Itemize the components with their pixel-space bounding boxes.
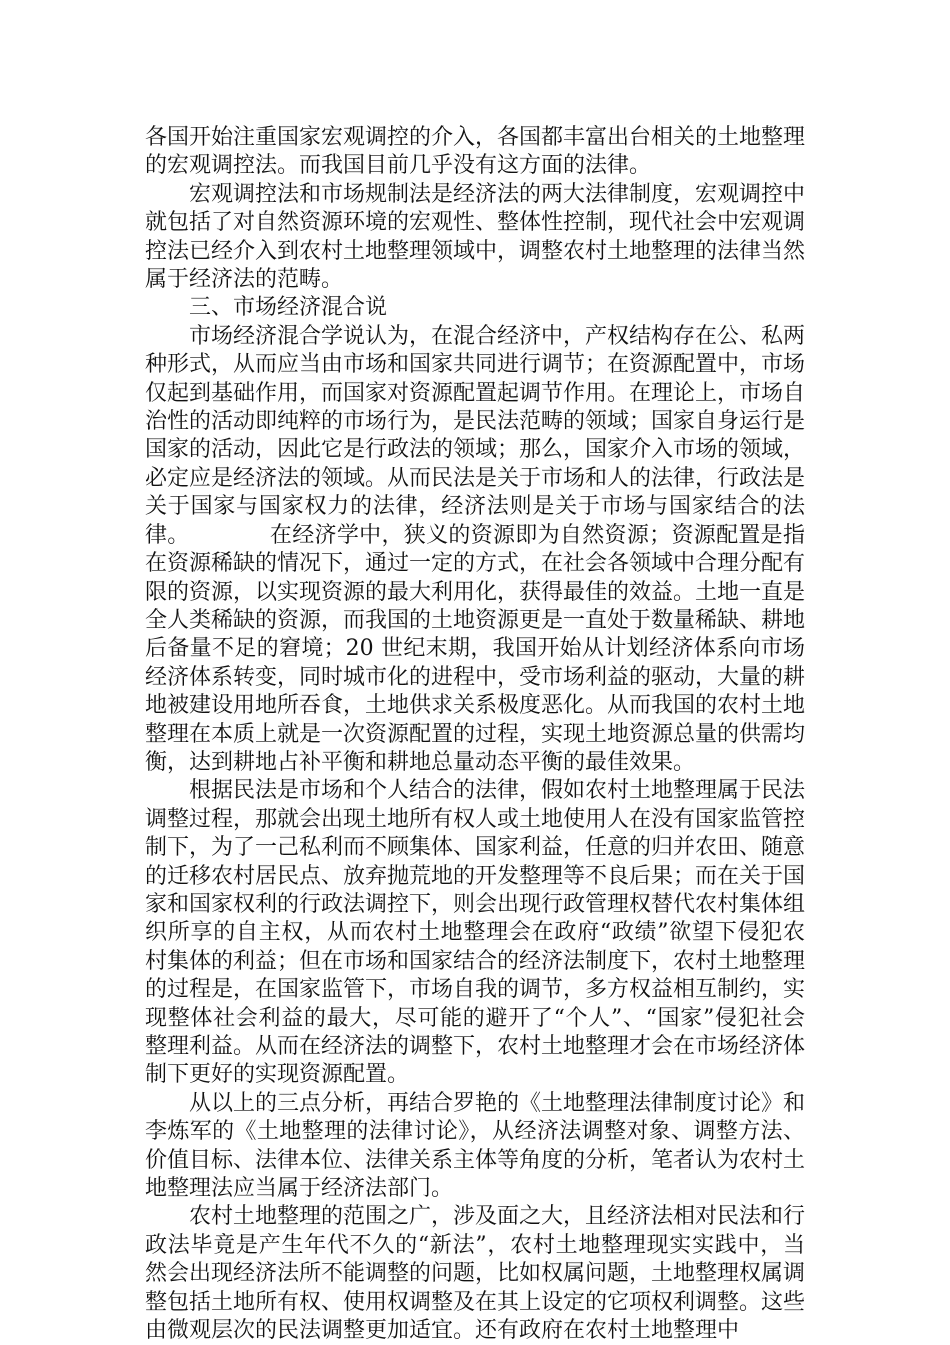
paragraph-conclusion: 从以上的三点分析，再结合罗艳的《土地整理法律制度讨论》和李炼军的《土地整理的法律讨论》，从经济法调整对象、调整方法、价值目标、法律本位、法律关系主体等角度的分析，笔者认为农村土地整理法应当属于经济法部门。 [145, 1090, 806, 1202]
paragraph-continuation: 各国开始注重国家宏观调控的介入，各国都丰富出台相关的土地整理的宏观调控法。而我国目前几乎没有这方面的法律。 [145, 125, 806, 179]
paragraph-text-part-b: 在经济学中，狭义的资源即为自然资源；资源配置是指在资源稀缺的情况下，通过一定的方式，在社会各领域中合理分配有限的资源，以实现资源的最大利用化，获得最佳的效益。土地一直是全人类稀缺的资源，而我国的土地资源更是一直处于数量稀缺、耕地后备量不足的窘境；20 世纪末期，我国开始从计划经济体系向市场经济体系转变，同时城市化的进程中，受市场利益的驱动，大量的耕地被建设用地所吞食，土地供求关系极度恶化。从而我国的农村土地整理在本质上就是一次资源配置的过程，实现土地资源总量的供需均衡，达到耕地占补平衡和耕地总量动态平衡的最佳效果。 [145, 522, 806, 775]
paragraph-text-part-a: 市场经济混合学说认为，在混合经济中，产权结构存在公、私两种形式，从而应当由市场和国家共同进行调节；在资源配置中，市场仅起到基础作用，而国家对资源配置起调节作用。在理论上，市场自治性的活动即纯粹的市场行为，是民法范畴的领域；国家自身运行是国家的活动，因此它是行政法的领域；那么，国家介入市场的领域，必定应是经济法的领域。从而民法是关于市场和人的法律，行政法是关于国家与国家权力的法律，经济法则是关于市场与国家结合的法律。 [145, 323, 806, 548]
paragraph-market-mixed-theory [145, 323, 805, 778]
paragraph-scope: 农村土地整理的范围之广，涉及面之大，且经济法相对民法和行政法毕竟是产生年代不久的“新法”，农村土地整理现实实践中，当然会出现经济法所不能调整的问题，比如权属问题，土地整理权属调整包括土地所有权、使用权调整及在其上设定的它项权利调整。这些由微观层次的民法调整更加适宜。还有政府在农村土地整理中 [145, 1204, 806, 1344]
section-heading: 三、市场经济混合说 [189, 295, 388, 321]
paragraph-macro-control: 宏观调控法和市场规制法是经济法的两大法律制度，宏观调控中就包括了对自然资源环境的宏观性、整体性控制，现代社会中宏观调控法已经介入到农村土地整理领域中，调整农村土地整理的法律当然属于经济法的范畴。 [145, 181, 806, 293]
paragraph-civil-law-analysis: 根据民法是市场和个人结合的法律，假如农村土地整理属于民法调整过程，那就会出现土地所有权人或土地使用人在没有国家监管控制下，为了一己私利而不顾集体、国家利益，任意的归并农田、随意的迁移农村居民点、放弃抛荒地的开发整理等不良后果；而在关于国家和国家权利的行政法调控下，则会出现行政管理权替代农村集体组织所享的自主权，从而农村土地整理会在政府“政绩”欲望下侵犯农村集体的利益；但在市场和国家结合的经济法制度下，农村土地整理的过程是，在国家监管下，市场自我的调节，多方权益相互制约，实现整体社会利益的最大，尽可能的避开了“个人”、“国家”侵犯社会整理利益。从而在经济法的调整下，农村土地整理才会在市场经济体制下更好的实现资源配置。 [145, 778, 806, 1088]
document-page [145, 124, 805, 1345]
